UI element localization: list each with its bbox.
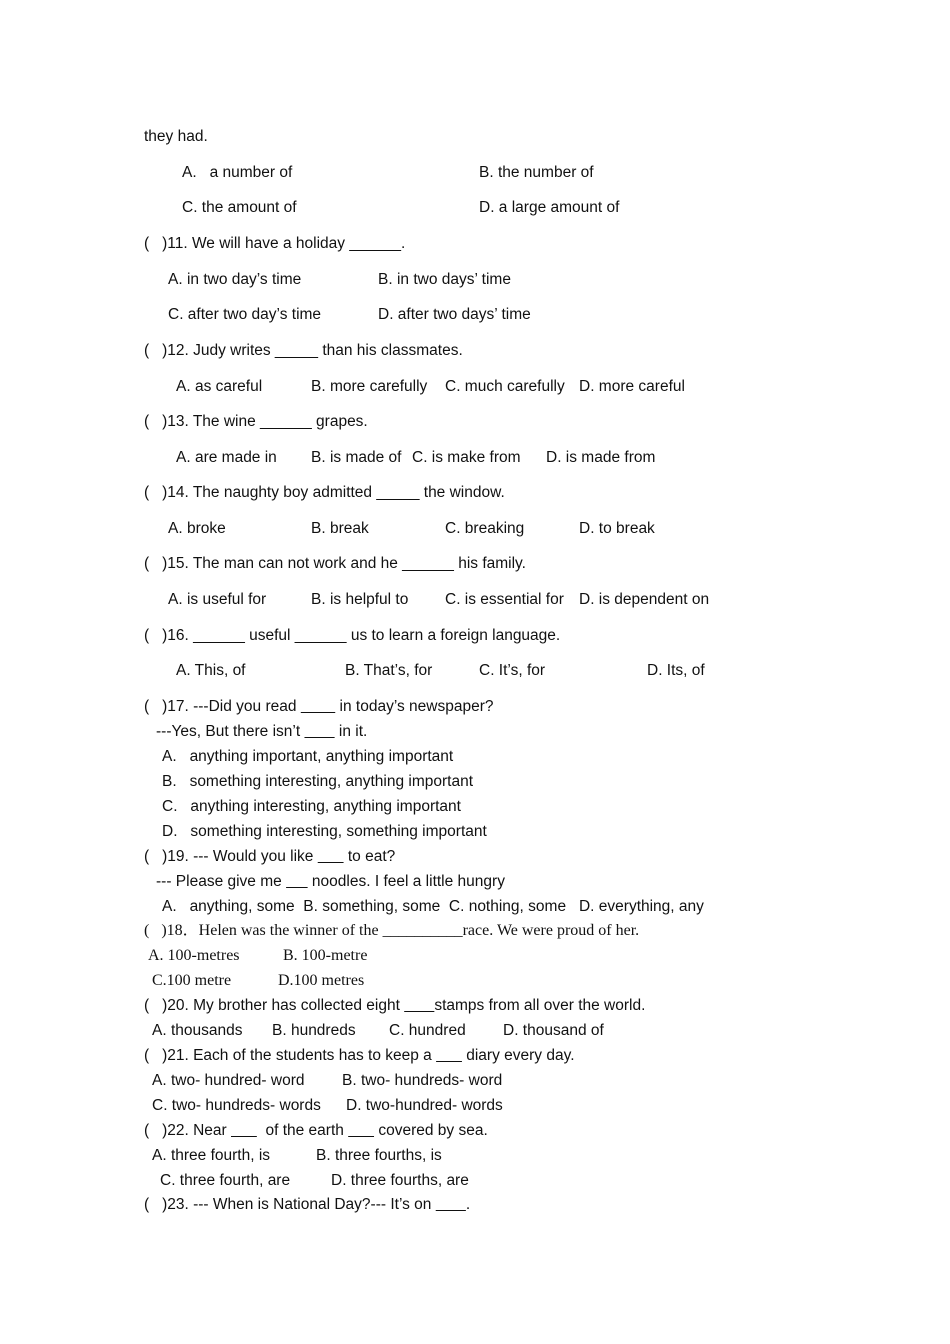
q12-option-d: D. more careful [579, 378, 685, 395]
q10-option-a: A. a number of [182, 164, 293, 181]
q21-option-d: D. two-hundred- words [346, 1097, 503, 1114]
q13-option-a: A. are made in [176, 449, 277, 466]
q18-option-b: B. 100-metre [283, 947, 368, 964]
q11-option-d: D. after two days’ time [378, 306, 531, 323]
q16-option-a: A. This, of [176, 662, 246, 679]
q17-option-d: D. something interesting, something important [162, 823, 487, 840]
q21-blank [436, 1047, 462, 1064]
q22-option-b: B. three fourths, is [316, 1147, 442, 1164]
q15-option-b: B. is helpful to [311, 591, 409, 608]
q13-option-d: D. is made from [546, 449, 656, 466]
q23-blank [436, 1196, 466, 1213]
q23-stem: ( )23. --- When is National Day?--- It’s on . [144, 1196, 471, 1213]
q18-stem: ( )18．Helen was the winner of the __________race. We were proud of her. [144, 922, 640, 939]
q21-stem: ( )21. Each of the students has to keep a diary every day. [144, 1047, 575, 1064]
q21-option-c: C. two- hundreds- words [152, 1097, 321, 1114]
q16-option-b: B. That’s, for [345, 662, 433, 679]
q20-option-a: A. thousands [152, 1022, 243, 1039]
q11-option-b: B. in two days’ time [378, 271, 511, 288]
q18-option-a: A. 100-metres [148, 947, 240, 964]
q12-stem: ( )12. Judy writes _____ than his classmates. [144, 342, 463, 359]
q15-option-d: D. is dependent on [579, 591, 710, 608]
q12-option-b: B. more carefully [311, 378, 428, 395]
q11-option-c: C. after two day’s time [168, 306, 322, 323]
q16-option-d: D. Its, of [647, 662, 705, 679]
q22-option-c: C. three fourth, are [160, 1172, 291, 1189]
q22-blank-1 [231, 1122, 257, 1139]
q14-option-a: A. broke [168, 520, 226, 537]
q22-stem: ( )22. Near of the earth covered by sea. [144, 1122, 488, 1139]
q21-option-b: B. two- hundreds- word [342, 1072, 503, 1089]
q17-stem: ( )17. ---Did you read in today’s newspaper? [144, 698, 494, 715]
q13-option-b: B. is made of [311, 449, 402, 466]
q17-option-b: B. something interesting, anything important [162, 773, 474, 790]
q22-option-d: D. three fourths, are [331, 1172, 469, 1189]
q20-option-b: B. hundreds [272, 1022, 356, 1039]
q17-option-a: A. anything important, anything important [162, 748, 454, 765]
q11-option-a: A. in two day’s time [168, 271, 302, 288]
q19-blank-2 [286, 873, 308, 890]
q18-option-d: D.100 metres [278, 972, 365, 989]
q14-option-c: C. breaking [445, 520, 525, 537]
q10-option-b: B. the number of [479, 164, 594, 181]
q17-blank-1 [301, 698, 335, 715]
q17-option-c: C. anything interesting, anything important [162, 798, 461, 815]
q17-line-2: ---Yes, But there isn’t in it. [156, 723, 368, 740]
top-line: they had. [144, 128, 208, 145]
q16-option-c: C. It’s, for [479, 662, 546, 679]
q10-option-d: D. a large amount of [479, 199, 620, 216]
q19-stem: ( )19. --- Would you like to eat? [144, 848, 396, 865]
q14-option-b: B. break [311, 520, 369, 537]
q19-line-2: --- Please give me noodles. I feel a little hungry [156, 873, 505, 890]
q22-blank-2 [348, 1122, 374, 1139]
q22-option-a: A. three fourth, is [152, 1147, 271, 1164]
q12-option-a: A. as careful [176, 378, 263, 395]
q15-option-a: A. is useful for [168, 591, 267, 608]
q18-option-c: C.100 metre [152, 972, 232, 989]
q13-stem: ( )13. The wine ______ grapes. [144, 413, 368, 430]
q15-stem: ( )15. The man can not work and he ______ his family. [144, 555, 526, 572]
q14-option-d: D. to break [579, 520, 655, 537]
q14-stem: ( )14. The naughty boy admitted _____ the window. [144, 484, 505, 501]
q21-option-a: A. two- hundred- word [152, 1072, 305, 1089]
q12-option-c: C. much carefully [445, 378, 565, 395]
q16-stem: ( )16. ______ useful ______ us to learn a foreign language. [144, 627, 561, 644]
q10-option-c: C. the amount of [182, 199, 297, 216]
q19-options: A. anything, some B. something, some C. nothing, some D. everything, any [162, 898, 704, 915]
q11-stem: ( )11. We will have a holiday ______. [144, 235, 406, 252]
q17-blank-2 [304, 723, 334, 740]
q20-blank [404, 997, 434, 1014]
q20-option-d: D. thousand of [503, 1022, 604, 1039]
q19-blank-1 [318, 848, 344, 865]
q13-option-c: C. is make from [412, 449, 521, 466]
q20-stem: ( )20. My brother has collected eight stamps from all over the world. [144, 997, 646, 1014]
q15-option-c: C. is essential for [445, 591, 564, 608]
q20-option-c: C. hundred [389, 1022, 466, 1039]
